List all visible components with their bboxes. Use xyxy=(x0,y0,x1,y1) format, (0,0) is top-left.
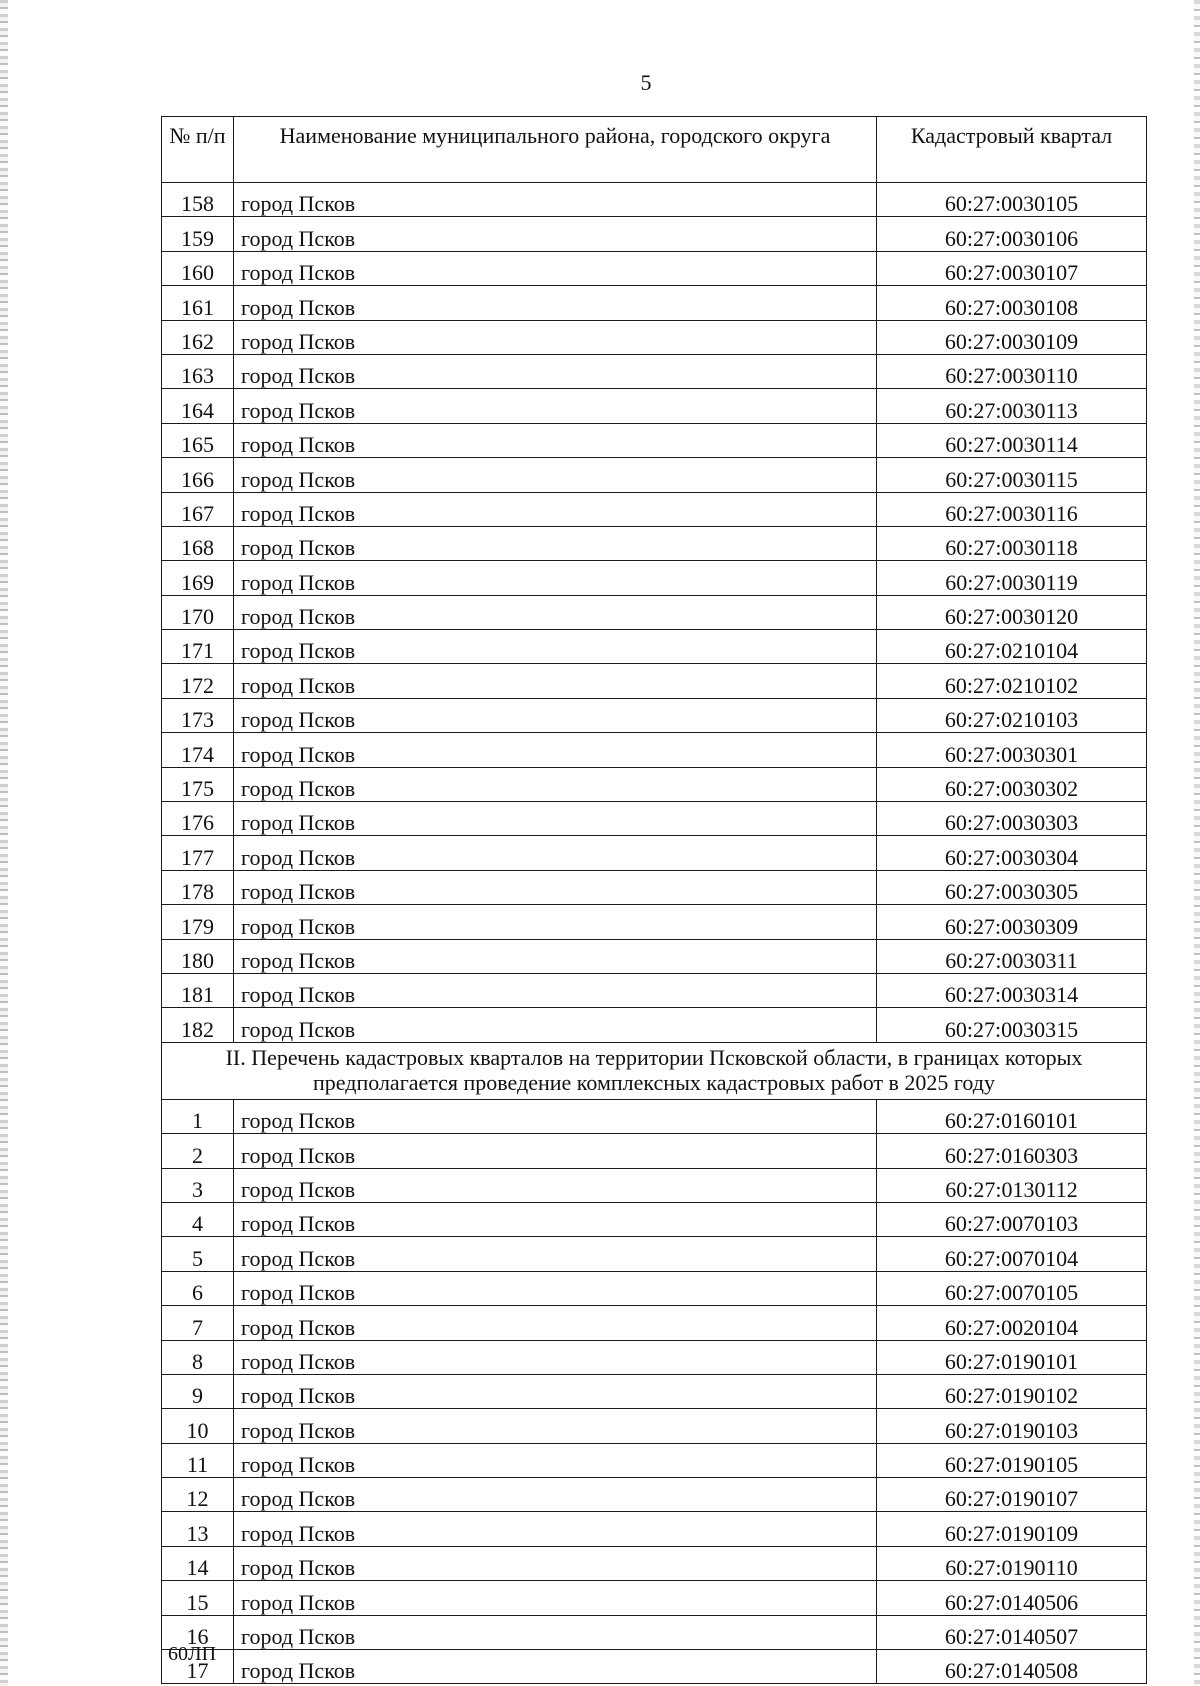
cadastral-table xyxy=(161,116,1147,1684)
table-row xyxy=(162,354,1147,388)
header-code: Кадастровый квартал xyxy=(877,117,1147,183)
row-cadastral-code: 60:27:0030305 xyxy=(877,870,1147,904)
scan-edge-right xyxy=(1194,0,1200,1686)
row-number: 16 xyxy=(162,1615,234,1649)
row-municipality: город Псков xyxy=(234,870,877,904)
table-row xyxy=(162,458,1147,492)
row-number: 159 xyxy=(162,217,234,251)
table-row xyxy=(162,939,1147,973)
table-row xyxy=(162,1650,1147,1684)
row-number: 174 xyxy=(162,733,234,767)
row-cadastral-code: 60:27:0030302 xyxy=(877,767,1147,801)
table-row xyxy=(162,1134,1147,1168)
row-cadastral-code: 60:27:0030309 xyxy=(877,905,1147,939)
row-cadastral-code: 60:27:0140508 xyxy=(877,1650,1147,1684)
row-municipality: город Псков xyxy=(234,939,877,973)
row-number: 10 xyxy=(162,1409,234,1443)
table-row xyxy=(162,183,1147,217)
row-municipality: город Псков xyxy=(234,354,877,388)
table-row xyxy=(162,1202,1147,1236)
row-municipality: город Псков xyxy=(234,1546,877,1580)
row-cadastral-code: 60:27:0190101 xyxy=(877,1340,1147,1374)
table-row xyxy=(162,1237,1147,1271)
row-municipality: город Псков xyxy=(234,836,877,870)
table-row xyxy=(162,630,1147,664)
row-cadastral-code: 60:27:0160101 xyxy=(877,1099,1147,1133)
row-cadastral-code: 60:27:0140507 xyxy=(877,1615,1147,1649)
row-cadastral-code: 60:27:0210104 xyxy=(877,630,1147,664)
row-municipality: город Псков xyxy=(234,1340,877,1374)
row-number: 8 xyxy=(162,1340,234,1374)
row-number: 3 xyxy=(162,1168,234,1202)
table-row xyxy=(162,1512,1147,1546)
row-municipality: город Псков xyxy=(234,1581,877,1615)
section-row xyxy=(162,1042,1147,1099)
row-number: 7 xyxy=(162,1306,234,1340)
table-row xyxy=(162,802,1147,836)
row-cadastral-code: 60:27:0160303 xyxy=(877,1134,1147,1168)
table-row xyxy=(162,870,1147,904)
row-cadastral-code: 60:27:0030106 xyxy=(877,217,1147,251)
row-number: 163 xyxy=(162,354,234,388)
row-municipality: город Псков xyxy=(234,1409,877,1443)
row-cadastral-code: 60:27:0030105 xyxy=(877,183,1147,217)
header-name: Наименование муниципального района, городского округа xyxy=(234,117,877,183)
row-number: 9 xyxy=(162,1374,234,1408)
table-row xyxy=(162,423,1147,457)
row-cadastral-code: 60:27:0190105 xyxy=(877,1443,1147,1477)
row-cadastral-code: 60:27:0030110 xyxy=(877,354,1147,388)
row-number: 177 xyxy=(162,836,234,870)
row-number: 181 xyxy=(162,973,234,1007)
table-row xyxy=(162,905,1147,939)
table-row xyxy=(162,733,1147,767)
section-title: II. Перечень кадастровых кварталов на территории Псковской области, в границах которых предполагается проведение комплексных кадастровых работ в 2025 году xyxy=(162,1042,1147,1099)
row-number: 179 xyxy=(162,905,234,939)
row-municipality: город Псков xyxy=(234,905,877,939)
row-municipality: город Псков xyxy=(234,664,877,698)
row-number: 2 xyxy=(162,1134,234,1168)
row-cadastral-code: 60:27:0070103 xyxy=(877,1202,1147,1236)
row-municipality: город Псков xyxy=(234,767,877,801)
row-municipality: город Псков xyxy=(234,630,877,664)
row-cadastral-code: 60:27:0030304 xyxy=(877,836,1147,870)
row-number: 166 xyxy=(162,458,234,492)
row-number: 15 xyxy=(162,1581,234,1615)
row-number: 162 xyxy=(162,320,234,354)
row-cadastral-code: 60:27:0190110 xyxy=(877,1546,1147,1580)
row-municipality: город Псков xyxy=(234,320,877,354)
table-body-part1 xyxy=(162,183,1147,1043)
row-cadastral-code: 60:27:0030301 xyxy=(877,733,1147,767)
row-number: 170 xyxy=(162,595,234,629)
table-row xyxy=(162,1615,1147,1649)
table-row xyxy=(162,561,1147,595)
row-cadastral-code: 60:27:0190102 xyxy=(877,1374,1147,1408)
row-number: 12 xyxy=(162,1478,234,1512)
row-municipality: город Псков xyxy=(234,1099,877,1133)
row-number: 1 xyxy=(162,1099,234,1133)
row-municipality: город Псков xyxy=(234,1374,877,1408)
row-number: 6 xyxy=(162,1271,234,1305)
row-municipality: город Псков xyxy=(234,733,877,767)
row-number: 13 xyxy=(162,1512,234,1546)
row-municipality: город Псков xyxy=(234,698,877,732)
row-number: 160 xyxy=(162,251,234,285)
row-number: 175 xyxy=(162,767,234,801)
row-cadastral-code: 60:27:0030115 xyxy=(877,458,1147,492)
row-municipality: город Псков xyxy=(234,251,877,285)
row-municipality: город Псков xyxy=(234,802,877,836)
row-municipality: город Псков xyxy=(234,526,877,560)
row-municipality: город Псков xyxy=(234,1512,877,1546)
table-row xyxy=(162,1478,1147,1512)
row-cadastral-code: 60:27:0030116 xyxy=(877,492,1147,526)
row-number: 165 xyxy=(162,423,234,457)
table-row xyxy=(162,389,1147,423)
row-number: 168 xyxy=(162,526,234,560)
row-cadastral-code: 60:27:0130112 xyxy=(877,1168,1147,1202)
row-number: 182 xyxy=(162,1008,234,1042)
row-cadastral-code: 60:27:0070104 xyxy=(877,1237,1147,1271)
row-cadastral-code: 60:27:0030118 xyxy=(877,526,1147,560)
row-number: 172 xyxy=(162,664,234,698)
row-municipality: город Псков xyxy=(234,1202,877,1236)
row-municipality: город Псков xyxy=(234,423,877,457)
table-row xyxy=(162,1306,1147,1340)
table-row xyxy=(162,836,1147,870)
row-number: 5 xyxy=(162,1237,234,1271)
row-municipality: город Псков xyxy=(234,286,877,320)
table-row xyxy=(162,595,1147,629)
row-cadastral-code: 60:27:0030108 xyxy=(877,286,1147,320)
table-row xyxy=(162,320,1147,354)
header-num: № п/п xyxy=(162,117,234,183)
row-municipality: город Псков xyxy=(234,595,877,629)
table-row xyxy=(162,1546,1147,1580)
row-number: 17 xyxy=(162,1650,234,1684)
row-cadastral-code: 60:27:0030120 xyxy=(877,595,1147,629)
row-number: 167 xyxy=(162,492,234,526)
row-cadastral-code: 60:27:0210103 xyxy=(877,698,1147,732)
row-municipality: город Псков xyxy=(234,973,877,1007)
table-row xyxy=(162,664,1147,698)
row-municipality: город Псков xyxy=(234,1168,877,1202)
row-cadastral-code: 60:27:0030114 xyxy=(877,423,1147,457)
table-row xyxy=(162,1099,1147,1133)
table-row xyxy=(162,767,1147,801)
table-row xyxy=(162,1374,1147,1408)
row-municipality: город Псков xyxy=(234,1271,877,1305)
table-row xyxy=(162,251,1147,285)
row-number: 176 xyxy=(162,802,234,836)
row-cadastral-code: 60:27:0030315 xyxy=(877,1008,1147,1042)
table-row xyxy=(162,286,1147,320)
row-cadastral-code: 60:27:0030107 xyxy=(877,251,1147,285)
table-row xyxy=(162,217,1147,251)
row-cadastral-code: 60:27:0210102 xyxy=(877,664,1147,698)
table-row xyxy=(162,1443,1147,1477)
row-municipality: город Псков xyxy=(234,1478,877,1512)
row-cadastral-code: 60:27:0190103 xyxy=(877,1409,1147,1443)
table-body-part2 xyxy=(162,1099,1147,1684)
table-row xyxy=(162,526,1147,560)
table-row xyxy=(162,1008,1147,1042)
table-row xyxy=(162,492,1147,526)
row-municipality: город Псков xyxy=(234,458,877,492)
table-row xyxy=(162,698,1147,732)
row-municipality: город Псков xyxy=(234,1237,877,1271)
row-number: 180 xyxy=(162,939,234,973)
table-row xyxy=(162,1581,1147,1615)
row-number: 178 xyxy=(162,870,234,904)
row-number: 169 xyxy=(162,561,234,595)
row-municipality: город Псков xyxy=(234,217,877,251)
row-cadastral-code: 60:27:0030113 xyxy=(877,389,1147,423)
row-cadastral-code: 60:27:0190109 xyxy=(877,1512,1147,1546)
row-cadastral-code: 60:27:0030303 xyxy=(877,802,1147,836)
table-row xyxy=(162,1340,1147,1374)
row-cadastral-code: 60:27:0030311 xyxy=(877,939,1147,973)
row-cadastral-code: 60:27:0030119 xyxy=(877,561,1147,595)
row-municipality: город Псков xyxy=(234,1134,877,1168)
row-number: 11 xyxy=(162,1443,234,1477)
table-section xyxy=(162,1042,1147,1099)
page-number: 5 xyxy=(640,70,652,95)
row-number: 171 xyxy=(162,630,234,664)
footer-code: 60ЛП xyxy=(168,1643,217,1665)
row-number: 161 xyxy=(162,286,234,320)
table-row xyxy=(162,1409,1147,1443)
table-row xyxy=(162,1168,1147,1202)
row-cadastral-code: 60:27:0030109 xyxy=(877,320,1147,354)
row-municipality: город Псков xyxy=(234,1615,877,1649)
row-number: 173 xyxy=(162,698,234,732)
table-header-row xyxy=(162,117,1147,183)
row-municipality: город Псков xyxy=(234,183,877,217)
row-municipality: город Псков xyxy=(234,389,877,423)
row-municipality: город Псков xyxy=(234,561,877,595)
row-cadastral-code: 60:27:0020104 xyxy=(877,1306,1147,1340)
row-municipality: город Псков xyxy=(234,1443,877,1477)
table-row xyxy=(162,973,1147,1007)
row-municipality: город Псков xyxy=(234,492,877,526)
row-number: 14 xyxy=(162,1546,234,1580)
row-cadastral-code: 60:27:0070105 xyxy=(877,1271,1147,1305)
row-cadastral-code: 60:27:0140506 xyxy=(877,1581,1147,1615)
table-row xyxy=(162,1271,1147,1305)
row-municipality: город Псков xyxy=(234,1306,877,1340)
row-cadastral-code: 60:27:0030314 xyxy=(877,973,1147,1007)
row-number: 158 xyxy=(162,183,234,217)
row-number: 164 xyxy=(162,389,234,423)
row-number: 4 xyxy=(162,1202,234,1236)
row-municipality: город Псков xyxy=(234,1650,877,1684)
scan-edge-left xyxy=(0,0,8,1686)
row-cadastral-code: 60:27:0190107 xyxy=(877,1478,1147,1512)
row-municipality: город Псков xyxy=(234,1008,877,1042)
